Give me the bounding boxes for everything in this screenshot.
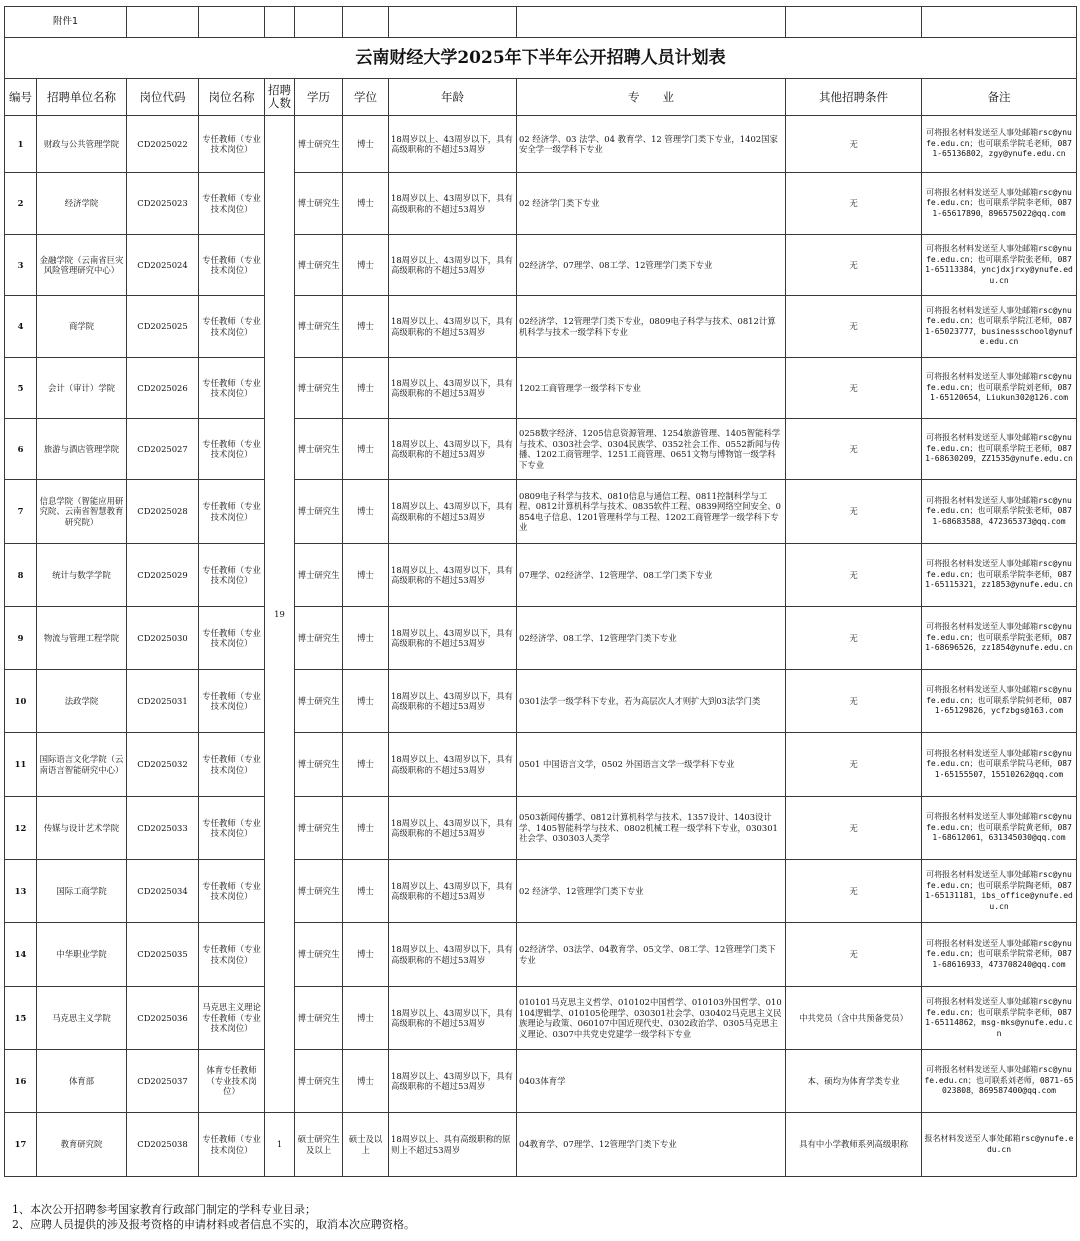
table-row [5, 670, 1077, 733]
cell-code: CD2025033 [127, 797, 199, 860]
cell-edu: 博士研究生 [295, 419, 343, 480]
cell-degree: 博士 [343, 544, 389, 607]
row-number: 10 [5, 670, 37, 733]
cell-age: 18周岁以上、43周岁以下，具有高级职称的不超过53周岁 [389, 607, 517, 670]
cell-major: 02 经济学、03 法学、04 教育学、12 管理学门类下专业，1402国家安全学一级学科下专业 [517, 116, 786, 173]
footnote-2: 2、应聘人员提供的涉及报考资格的申请材料或者信息不实的，取消本次应聘资格。 [12, 1218, 415, 1231]
cell-edu: 博士研究生 [295, 860, 343, 923]
cell-remark: 可将报名材料发送至人事处邮箱rsc@ynufe.edu.cn；也可联系学院何老师，0871-65129826，ycfzbgs@163.com [922, 670, 1077, 733]
cell-code: CD2025026 [127, 358, 199, 419]
cell-code: CD2025023 [127, 173, 199, 235]
cell-code: CD2025036 [127, 987, 199, 1050]
cell-post: 专任教师（专业技术岗位） [199, 733, 265, 797]
cell-code: CD2025038 [127, 1113, 199, 1177]
cell-edu: 博士研究生 [295, 235, 343, 296]
cell-code: CD2025022 [127, 116, 199, 173]
table-row [5, 607, 1077, 670]
cell-remark: 可将报名材料发送至人事处邮箱rsc@ynufe.edu.cn；也可联系学院张老师，0871-68696526，zz1854@ynufe.edu.cn [922, 607, 1077, 670]
cell-other: 无 [786, 733, 922, 797]
cell-other: 无 [786, 296, 922, 358]
row-number: 17 [5, 1113, 37, 1177]
header-other: 其他招聘条件 [786, 79, 922, 116]
row-number: 8 [5, 544, 37, 607]
cell-unit: 国际工商学院 [37, 860, 127, 923]
page-title: 云南财经大学2025年下半年公开招聘人员计划表 [5, 38, 1077, 79]
cell-major: 0301法学一级学科下专业，若为高层次人才则扩大到03法学门类 [517, 670, 786, 733]
row-number: 5 [5, 358, 37, 419]
cell-code: CD2025030 [127, 607, 199, 670]
table-row [5, 733, 1077, 797]
cell-major: 04教育学、07理学、12管理学门类下专业 [517, 1113, 786, 1177]
cell-other: 无 [786, 860, 922, 923]
cell-major: 0258数字经济、1205信息资源管理、1254旅游管理、1405智能科学与技术、0303社会学、0304民族学、0352社会工作、0552新闻与传播、1202工商管理学、1251工商管理、0651文物与博物馆一级学科下专业 [517, 419, 786, 480]
cell-edu: 博士研究生 [295, 797, 343, 860]
cell-degree: 博士 [343, 733, 389, 797]
cell-post: 马克思主义理论专任教师（专业技术岗位） [199, 987, 265, 1050]
cell-other: 无 [786, 116, 922, 173]
cell-age: 18周岁以上、具有高级职称的原则上不超过53周岁 [389, 1113, 517, 1177]
cell-degree: 博士 [343, 923, 389, 987]
cell-age: 18周岁以上、43周岁以下，具有高级职称的不超过53周岁 [389, 797, 517, 860]
recruitment-table [4, 6, 1077, 1177]
cell-degree: 博士 [343, 419, 389, 480]
cell-age: 18周岁以上、43周岁以下，具有高级职称的不超过53周岁 [389, 544, 517, 607]
cell-edu: 博士研究生 [295, 733, 343, 797]
cell-major: 02经济学、03法学、04教育学、05文学、08工学、12管理学门类下专业 [517, 923, 786, 987]
cell-unit: 财政与公共管理学院 [37, 116, 127, 173]
top-row [5, 7, 1077, 38]
cell-degree: 博士 [343, 235, 389, 296]
cell-age: 18周岁以上、43周岁以下，具有高级职称的不超过53周岁 [389, 923, 517, 987]
recruitment-sheet [4, 6, 1076, 1231]
cell-major: 0403体育学 [517, 1050, 786, 1113]
table-row [5, 358, 1077, 419]
cell-unit: 金融学院（云南省巨灾风险管理研究中心） [37, 235, 127, 296]
row-number: 4 [5, 296, 37, 358]
cell-major: 0501 中国语言文学，0502 外国语言文学一级学科下专业 [517, 733, 786, 797]
cell-other: 无 [786, 419, 922, 480]
cell-remark: 可将报名材料发送至人事处邮箱rsc@ynufe.edu.cn；也可联系学院毛老师，0871-65136802，zgy@ynufe.edu.cn [922, 116, 1077, 173]
cell-code: CD2025029 [127, 544, 199, 607]
header-edu: 学历 [295, 79, 343, 116]
cell-remark: 可将报名材料发送至人事处邮箱rsc@ynufe.edu.cn；也可联系学院马老师，0871-65155507，15510262@qq.com [922, 733, 1077, 797]
cell-major: 02 经济学、12管理学门类下专业 [517, 860, 786, 923]
header-no: 编号 [5, 79, 37, 116]
table-row [5, 235, 1077, 296]
cell-major: 0503新闻传播学、0812计算机科学与技术、1357设计、1403设计学、1405智能科学与技术、0802机械工程一级学科下专业，030301社会学、030303人类学 [517, 797, 786, 860]
cell-degree: 博士 [343, 860, 389, 923]
cell-remark: 可将报名材料发送至人事处邮箱rsc@ynufe.edu.cn；也可联系学院江老师，0871-65023777，businessschool@ynufe.edu.cn [922, 296, 1077, 358]
cell-other: 无 [786, 670, 922, 733]
cell-post: 专任教师（专业技术岗位） [199, 607, 265, 670]
cell-post: 专任教师（专业技术岗位） [199, 116, 265, 173]
cell-unit: 会计（审计）学院 [37, 358, 127, 419]
header-post: 岗位名称 [199, 79, 265, 116]
cell-age: 18周岁以上、43周岁以下，具有高级职称的不超过53周岁 [389, 358, 517, 419]
row-number: 15 [5, 987, 37, 1050]
row-number: 3 [5, 235, 37, 296]
cell-major: 02经济学、12管理学门类下专业，0809电子科学与技术、0812计算机科学与技术一级学科下专业 [517, 296, 786, 358]
cell-degree: 硕士及以上 [343, 1113, 389, 1177]
cell-post: 专任教师（专业技术岗位） [199, 670, 265, 733]
cell-age: 18周岁以上、43周岁以下，具有高级职称的不超过53周岁 [389, 670, 517, 733]
cell-remark: 可将报名材料发送至人事处邮箱rsc@ynufe.edu.cn；也可联系学院李老师，0871-65114862，msg-mks@ynufe.edu.cn [922, 987, 1077, 1050]
cell-age: 18周岁以上、43周岁以下，具有高级职称的不超过53周岁 [389, 1050, 517, 1113]
cell-degree: 博士 [343, 296, 389, 358]
cell-unit: 体育部 [37, 1050, 127, 1113]
cell-age: 18周岁以上、43周岁以下，具有高级职称的不超过53周岁 [389, 733, 517, 797]
cell-unit: 商学院 [37, 296, 127, 358]
cell-code: CD2025027 [127, 419, 199, 480]
cell-edu: 博士研究生 [295, 116, 343, 173]
cell-post: 专任教师（专业技术岗位） [199, 419, 265, 480]
cell-other: 无 [786, 358, 922, 419]
table-row [5, 1050, 1077, 1113]
cell-major: 0809电子科学与技术、0810信息与通信工程、0811控制科学与工程、0812计算机科学与技术、0835软件工程、0839网络空间安全、0854电子信息、1201管理科学与工程、1202工商管理学一级学科下专业 [517, 480, 786, 544]
row-number: 2 [5, 173, 37, 235]
row-number: 11 [5, 733, 37, 797]
cell-post: 专任教师（专业技术岗位） [199, 544, 265, 607]
cell-degree: 博士 [343, 987, 389, 1050]
cell-post: 专任教师（专业技术岗位） [199, 235, 265, 296]
table-row [5, 860, 1077, 923]
table-row [5, 923, 1077, 987]
cell-post: 专任教师（专业技术岗位） [199, 797, 265, 860]
cell-age: 18周岁以上、43周岁以下，具有高级职称的不超过53周岁 [389, 173, 517, 235]
table-row [5, 1113, 1077, 1177]
row-number: 1 [5, 116, 37, 173]
cell-age: 18周岁以上、43周岁以下，具有高级职称的不超过53周岁 [389, 235, 517, 296]
cell-degree: 博士 [343, 116, 389, 173]
cell-unit: 教育研究院 [37, 1113, 127, 1177]
attachment-label: 附件1 [5, 7, 127, 38]
cell-other: 本、硕均为体育学类专业 [786, 1050, 922, 1113]
table-row [5, 173, 1077, 235]
cell-remark: 可将报名材料发送至人事处邮箱rsc@ynufe.edu.cn；也可联系学院刘老师，0871-65120654，Liukun302@126.com [922, 358, 1077, 419]
footnotes [12, 1202, 415, 1232]
cell-unit: 中华职业学院 [37, 923, 127, 987]
footnote-1: 1、本次公开招聘参考国家教育行政部门制定的学科专业目录； [12, 1203, 316, 1216]
cell-age: 18周岁以上、43周岁以下，具有高级职称的不超过53周岁 [389, 419, 517, 480]
cell-age: 18周岁以上、43周岁以下，具有高级职称的不超过53周岁 [389, 860, 517, 923]
table-row [5, 116, 1077, 173]
cell-post: 专任教师（专业技术岗位） [199, 1113, 265, 1177]
cell-other: 无 [786, 797, 922, 860]
cell-other: 无 [786, 923, 922, 987]
cell-degree: 博士 [343, 358, 389, 419]
header-count: 招聘人数 [265, 79, 295, 116]
table-row [5, 480, 1077, 544]
cell-unit: 物流与管理工程学院 [37, 607, 127, 670]
cell-major: 07理学、02经济学、12管理学、08工学门类下专业 [517, 544, 786, 607]
cell-unit: 传媒与设计艺术学院 [37, 797, 127, 860]
cell-remark: 可将报名材料发送至人事处邮箱rsc@ynufe.edu.cn；也可联系学院黄老师，0871-68612061，631345030@qq.com [922, 797, 1077, 860]
cell-code: CD2025037 [127, 1050, 199, 1113]
cell-remark: 报名材料发送至人事处邮箱rsc@ynufe.edu.cn [922, 1113, 1077, 1177]
cell-other: 无 [786, 480, 922, 544]
cell-unit: 国际语言文化学院（云南语言智能研究中心） [37, 733, 127, 797]
cell-major: 02 经济学门类下专业 [517, 173, 786, 235]
cell-edu: 硕士研究生及以上 [295, 1113, 343, 1177]
cell-edu: 博士研究生 [295, 296, 343, 358]
header-unit: 招聘单位名称 [37, 79, 127, 116]
cell-edu: 博士研究生 [295, 480, 343, 544]
cell-code: CD2025032 [127, 733, 199, 797]
cell-degree: 博士 [343, 797, 389, 860]
cell-edu: 博士研究生 [295, 923, 343, 987]
table-row [5, 296, 1077, 358]
cell-code: CD2025034 [127, 860, 199, 923]
row-number: 12 [5, 797, 37, 860]
cell-edu: 博士研究生 [295, 987, 343, 1050]
cell-unit: 马克思主义学院 [37, 987, 127, 1050]
cell-age: 18周岁以上、43周岁以下，具有高级职称的不超过53周岁 [389, 116, 517, 173]
table-row [5, 797, 1077, 860]
cell-major: 02经济学、08工学、12管理学门类下专业 [517, 607, 786, 670]
cell-remark: 可将报名材料发送至人事处邮箱rsc@ynufe.edu.cn；也可联系学院陶老师，0871-65131181，ibs_office@ynufe.edu.cn [922, 860, 1077, 923]
title-row [5, 38, 1077, 79]
row-number: 16 [5, 1050, 37, 1113]
table-row [5, 544, 1077, 607]
cell-remark: 可将报名材料发送至人事处邮箱rsc@ynufe.edu.cn；也可联系学院李老师，0871-65617890，896575022@qq.com [922, 173, 1077, 235]
cell-other: 无 [786, 235, 922, 296]
cell-major: 1202工商管理学一级学科下专业 [517, 358, 786, 419]
cell-age: 18周岁以上、43周岁以下，具有高级职称的不超过53周岁 [389, 296, 517, 358]
table-row [5, 419, 1077, 480]
cell-count: 1 [265, 1113, 295, 1177]
cell-other: 具有中小学教师系列高级职称 [786, 1113, 922, 1177]
cell-remark: 可将报名材料发送至人事处邮箱rsc@ynufe.edu.cn；也可联系学院李老师，0871-65115321，zz1853@ynufe.edu.cn [922, 544, 1077, 607]
row-number: 6 [5, 419, 37, 480]
cell-code: CD2025031 [127, 670, 199, 733]
cell-other: 无 [786, 607, 922, 670]
cell-edu: 博士研究生 [295, 544, 343, 607]
cell-unit: 法政学院 [37, 670, 127, 733]
cell-post: 专任教师（专业技术岗位） [199, 923, 265, 987]
cell-code: CD2025028 [127, 480, 199, 544]
cell-major: 010101马克思主义哲学、010102中国哲学、010103外国哲学、010104逻辑学、010105伦理学、030301社会学、030402马克思主义民族理论与政策、060107中国近现代史、0302政治学、0305马克思主义理论、0307中共党史党建学一级学科下专业 [517, 987, 786, 1050]
table-row [5, 987, 1077, 1050]
cell-count: 19 [265, 116, 295, 1113]
cell-degree: 博士 [343, 480, 389, 544]
cell-remark: 可将报名材料发送至人事处邮箱rsc@ynufe.edu.cn；也可联系学院张老师，0871-65113384，yncjdxjrxy@ynufe.edu.cn [922, 235, 1077, 296]
cell-degree: 博士 [343, 1050, 389, 1113]
cell-other: 无 [786, 173, 922, 235]
cell-degree: 博士 [343, 607, 389, 670]
cell-unit: 统计与数学学院 [37, 544, 127, 607]
cell-post: 专任教师（专业技术岗位） [199, 358, 265, 419]
cell-unit: 信息学院（智能应用研究院、云南省智慧教育研究院） [37, 480, 127, 544]
cell-code: CD2025024 [127, 235, 199, 296]
header-remark: 备注 [922, 79, 1077, 116]
header-degree: 学位 [343, 79, 389, 116]
cell-edu: 博士研究生 [295, 358, 343, 419]
cell-age: 18周岁以上、43周岁以下，具有高级职称的不超过53周岁 [389, 480, 517, 544]
row-number: 14 [5, 923, 37, 987]
row-number: 13 [5, 860, 37, 923]
cell-post: 专任教师（专业技术岗位） [199, 296, 265, 358]
cell-edu: 博士研究生 [295, 173, 343, 235]
cell-major: 02经济学、07理学、08工学、12管理学门类下专业 [517, 235, 786, 296]
cell-remark: 可将报名材料发送至人事处邮箱rsc@ynufe.edu.cn；也可联系学院张老师，0871-68683588，472365373@qq.com [922, 480, 1077, 544]
cell-degree: 博士 [343, 670, 389, 733]
cell-code: CD2025025 [127, 296, 199, 358]
cell-code: CD2025035 [127, 923, 199, 987]
cell-post: 专任教师（专业技术岗位） [199, 480, 265, 544]
cell-unit: 经济学院 [37, 173, 127, 235]
row-number: 7 [5, 480, 37, 544]
cell-edu: 博士研究生 [295, 670, 343, 733]
header-code: 岗位代码 [127, 79, 199, 116]
cell-other: 中共党员（含中共预备党员） [786, 987, 922, 1050]
row-number: 9 [5, 607, 37, 670]
cell-age: 18周岁以上、43周岁以下，具有高级职称的不超过53周岁 [389, 987, 517, 1050]
cell-post: 专任教师（专业技术岗位） [199, 860, 265, 923]
cell-remark: 可将报名材料发送至人事处邮箱rsc@ynufe.edu.cn；也可联系刘老师，0871-65023808，869587400@qq.com [922, 1050, 1077, 1113]
cell-edu: 博士研究生 [295, 607, 343, 670]
cell-other: 无 [786, 544, 922, 607]
cell-remark: 可将报名材料发送至人事处邮箱rsc@ynufe.edu.cn；也可联系学院常老师，0871-68616933，473708240@qq.com [922, 923, 1077, 987]
cell-remark: 可将报名材料发送至人事处邮箱rsc@ynufe.edu.cn；也可联系学院王老师，0871-68630209，ZZ1535@ynufe.edu.cn [922, 419, 1077, 480]
cell-degree: 博士 [343, 173, 389, 235]
cell-edu: 博士研究生 [295, 1050, 343, 1113]
cell-unit: 旅游与酒店管理学院 [37, 419, 127, 480]
header-major: 专 业 [517, 79, 786, 116]
cell-post: 体育专任教师（专业技术岗位） [199, 1050, 265, 1113]
header-age: 年龄 [389, 79, 517, 116]
header-row [5, 79, 1077, 116]
cell-post: 专任教师（专业技术岗位） [199, 173, 265, 235]
